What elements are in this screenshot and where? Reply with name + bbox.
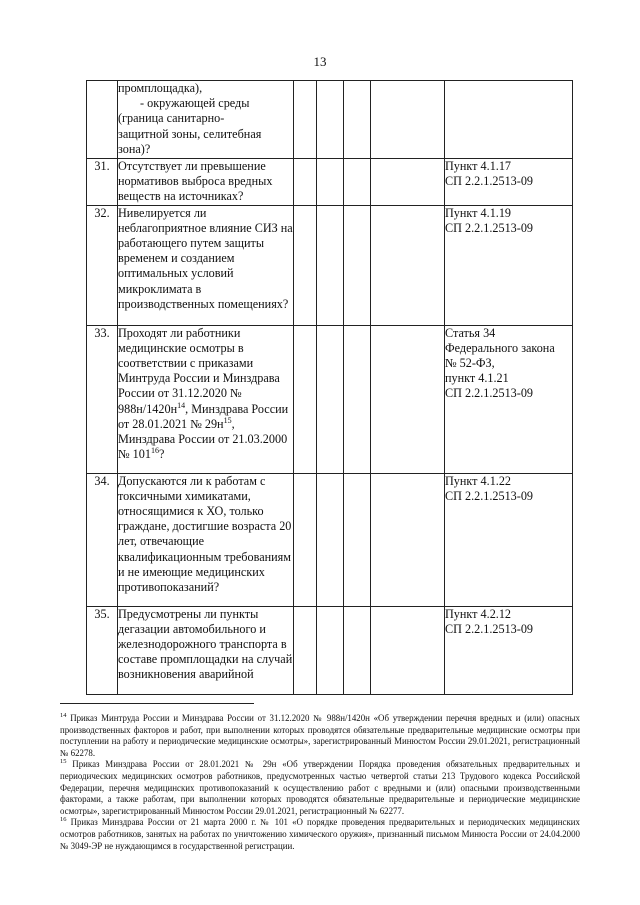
- checklist-table: [86, 80, 573, 695]
- reference-line: СП 2.2.1.2513-09: [445, 488, 534, 503]
- row-number: 31.: [87, 159, 118, 206]
- comment-cell[interactable]: [371, 325, 445, 473]
- reference-line: СП 2.2.1.2513-09: [445, 220, 534, 235]
- answer-cell[interactable]: [317, 473, 344, 606]
- answer-cell[interactable]: [294, 606, 317, 694]
- footnote-mark: 16: [60, 816, 67, 824]
- footnote: [60, 759, 580, 817]
- footnote-mark: 14: [60, 712, 67, 720]
- answer-cell[interactable]: [294, 81, 317, 159]
- reference-line: пункт 4.1.21: [445, 371, 509, 386]
- question-text: Допускаются ли к работам с токсичными химикатами, относящимися к ХО, только граждане, достигшие возраста 20 лет, отвечающие квалификационным требованиям и не имеющие медицинских противопоказаний?: [118, 473, 294, 606]
- table-row: [87, 325, 573, 473]
- footnote-ref[interactable]: 16: [150, 446, 159, 456]
- reference-line: Пункт 4.1.19: [445, 205, 512, 220]
- row-number: 33.: [87, 325, 118, 473]
- reference-line: Статья 34: [445, 325, 496, 340]
- footnote-text: Приказ Минздрава России от 28.01.2021 № 29н «Об утверждении Порядка проведения обязательных предварительных и периодических медицинских осмотров работников, предусмотренных частью четвертой статьи 213 Трудового кодекса Российской Федерации, перечня медицинских противопоказаний к осуществлению работ с вредными и (или) опасными производственными факторами, а также работам, при выполнении которых проводятся обязательные предварительные и периодические медицинские осмотры», зарегистрированный Минюстом России 29.01.2021, регистрационный № 62277.: [60, 759, 580, 816]
- answer-cell[interactable]: [317, 81, 344, 159]
- reference-cell: [445, 81, 573, 159]
- question-cell: [118, 81, 294, 159]
- question-text: промплощадка),: [118, 81, 203, 95]
- answer-cell[interactable]: [294, 473, 317, 606]
- answer-cell[interactable]: [344, 606, 371, 694]
- comment-cell[interactable]: [371, 606, 445, 694]
- reference-line: № 52-ФЗ,: [445, 356, 495, 371]
- table-row: [87, 606, 573, 694]
- answer-cell[interactable]: [317, 205, 344, 325]
- question-text: Отсутствует ли превышение нормативов выброса вредных веществ на источниках?: [118, 159, 294, 206]
- footnote: [60, 817, 580, 852]
- row-number: 32.: [87, 205, 118, 325]
- comment-cell[interactable]: [371, 473, 445, 606]
- reference-cell: [445, 473, 573, 606]
- footnote-text: Приказ Минздрава России от 21 марта 2000 г. № 101 «О порядке проведения предварительных и периодических медицинских осмотров работников, занятых на работах по уничтожению химического оружия», признанный письмом Минюста России от 24.04.2000 № 3049-ЭР не нуждающимся в государственной регистрации.: [60, 817, 580, 851]
- question-text: , Минздрава России от 21.03.2000 № 101: [118, 416, 288, 462]
- row-number: 35.: [87, 606, 118, 694]
- answer-cell[interactable]: [317, 606, 344, 694]
- answer-cell[interactable]: [344, 473, 371, 606]
- table-row: [87, 159, 573, 206]
- reference-cell: [445, 205, 573, 325]
- answer-cell[interactable]: [344, 81, 371, 159]
- reference-line: СП 2.2.1.2513-09: [445, 174, 534, 189]
- answer-cell[interactable]: [294, 205, 317, 325]
- table-row: [87, 205, 573, 325]
- reference-cell: [445, 325, 573, 473]
- answer-cell[interactable]: [344, 205, 371, 325]
- comment-cell[interactable]: [371, 205, 445, 325]
- question-text: Проходят ли работники медицинские осмотры в соответствии с приказами Минтруда России и Минздрава России от 31.12.2020 № 988н/1420н: [118, 325, 280, 416]
- row-number: [87, 81, 118, 159]
- page-number: 13: [313, 54, 327, 69]
- comment-cell[interactable]: [371, 159, 445, 206]
- table-row: [87, 473, 573, 606]
- answer-cell[interactable]: [317, 159, 344, 206]
- reference-cell: [445, 159, 573, 206]
- footnote-ref[interactable]: 14: [177, 400, 186, 410]
- question-subitem: зона)?: [118, 141, 151, 156]
- answer-cell[interactable]: [294, 325, 317, 473]
- question-text: Нивелируется ли неблагоприятное влияние СИЗ на работающего путем защиты временем и созданием оптимальных условий микроклимата в производственных помещениях?: [118, 205, 294, 325]
- reference-line: СП 2.2.1.2513-09: [445, 386, 534, 401]
- answer-cell[interactable]: [317, 325, 344, 473]
- question-subitem: защитной зоны, селитебная: [118, 126, 262, 141]
- reference-line: Федерального закона: [445, 340, 555, 355]
- footnotes: [60, 713, 580, 852]
- answer-cell[interactable]: [344, 325, 371, 473]
- question-subitem: (граница санитарно-: [118, 111, 225, 126]
- row-number: 34.: [87, 473, 118, 606]
- table-row: [87, 81, 573, 159]
- question-text: Предусмотрены ли пункты дегазации автомобильного и железнодорожного транспорта в составе промплощадки на случай возникновения аварийной: [118, 606, 294, 694]
- answer-cell[interactable]: [344, 159, 371, 206]
- footnote-mark: 15: [60, 758, 67, 766]
- reference-cell: [445, 606, 573, 694]
- footnote-text: Приказ Минтруда России и Минздрава России от 31.12.2020 № 988н/1420н «Об утверждении перечня вредных и (или) опасных производственных факторов и работ, при выполнении которых проводятся обязательные предварительные медицинские осмотры при поступлении на работу и периодические медицинские осмотры», зарегистрированный Минюстом России 29.01.2021, регистрационный № 62278.: [60, 713, 580, 758]
- question-subitem: - окружающей среды: [140, 96, 250, 111]
- question-cell: [118, 325, 294, 473]
- comment-cell[interactable]: [371, 81, 445, 159]
- footnote-divider: [60, 703, 254, 704]
- reference-line: Пункт 4.1.17: [445, 159, 512, 173]
- footnote: [60, 713, 580, 759]
- reference-line: Пункт 4.2.12: [445, 606, 512, 621]
- question-text: , Минздрава России от 28.01.2021 № 29н: [118, 401, 289, 431]
- reference-line: СП 2.2.1.2513-09: [445, 621, 534, 636]
- question-text: ?: [158, 447, 165, 462]
- answer-cell[interactable]: [294, 159, 317, 206]
- footnote-ref[interactable]: 15: [223, 415, 232, 425]
- reference-line: Пункт 4.1.22: [445, 473, 512, 488]
